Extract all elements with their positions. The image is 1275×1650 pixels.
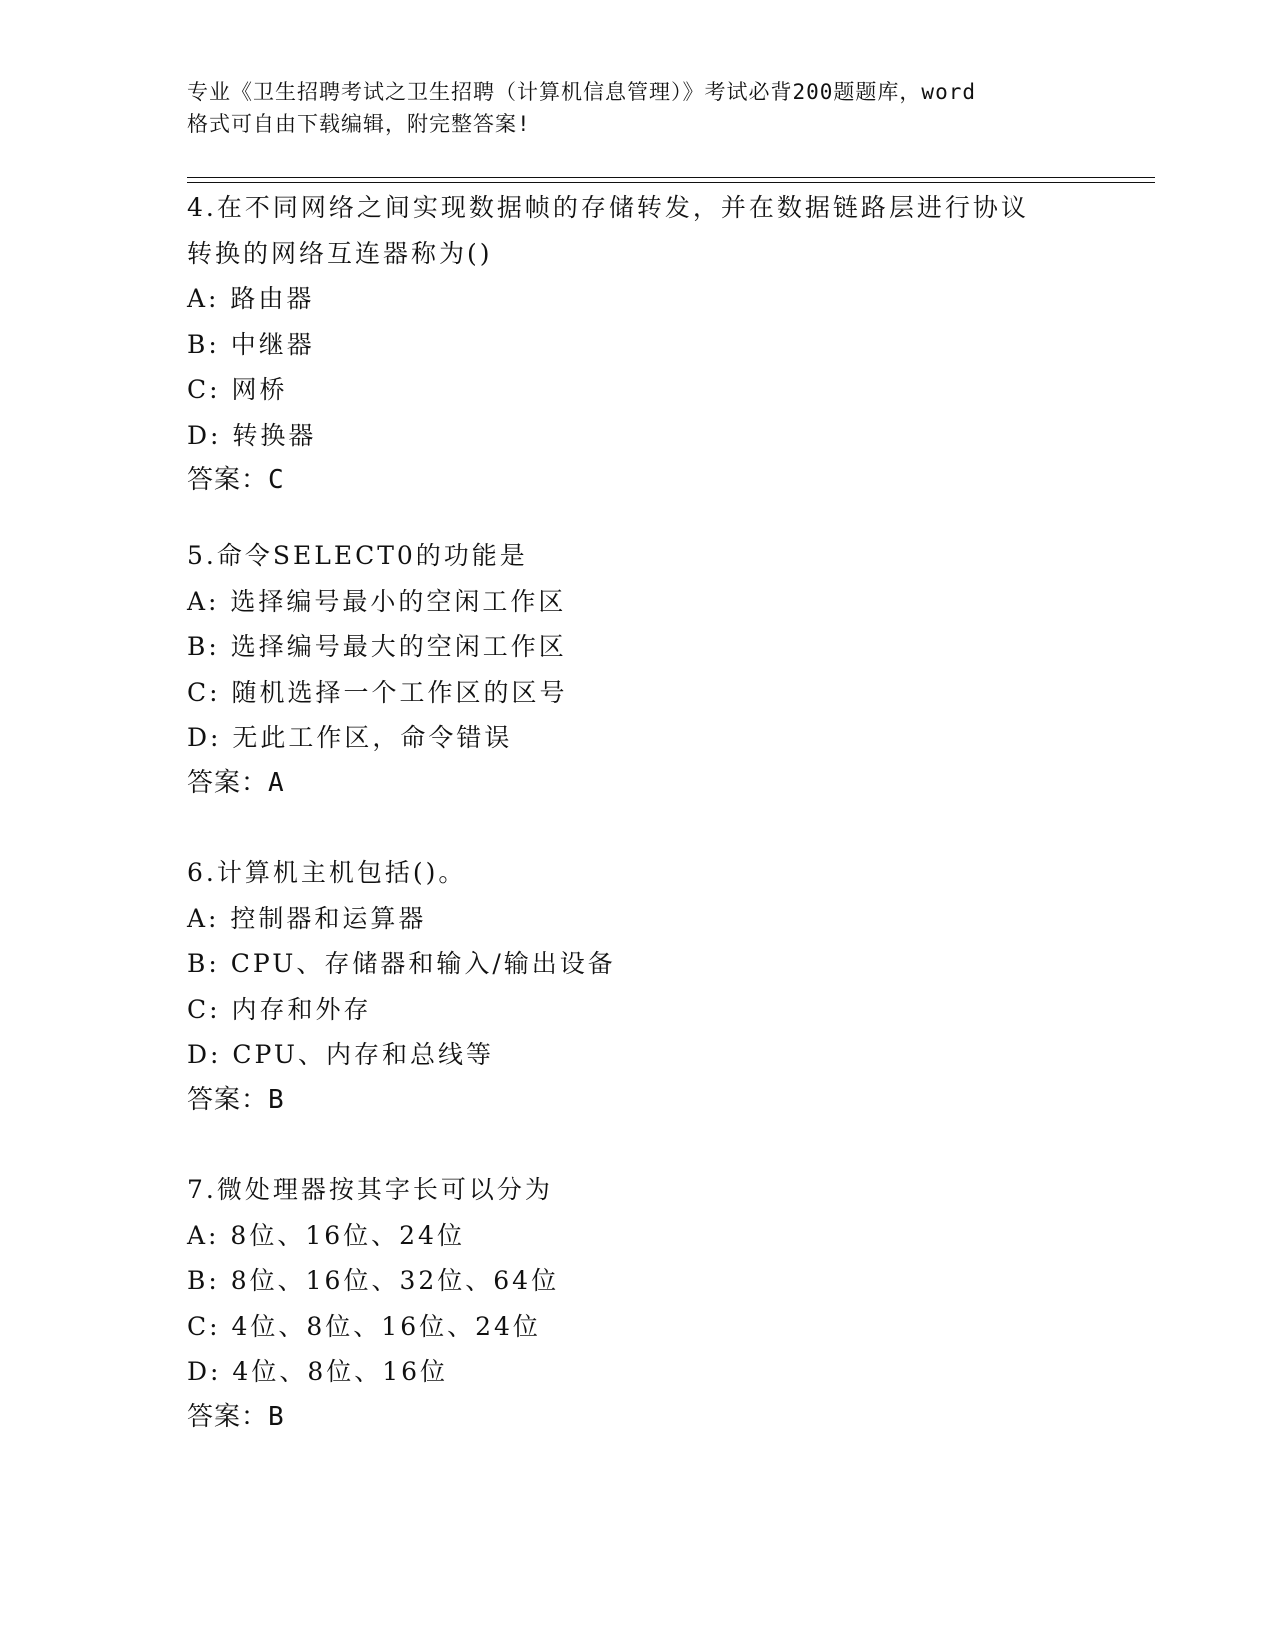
option-d: D: 4位、8位、16位 [187, 1357, 449, 1386]
answer-label: 答案：B [187, 1084, 285, 1115]
option-b: B: 选择编号最大的空闲工作区 [187, 632, 567, 661]
document-header [187, 76, 1087, 140]
answer-label: 答案：A [187, 767, 285, 798]
option-c: C: 4位、8位、16位、24位 [187, 1311, 541, 1341]
answer-label: 答案：B [187, 1401, 285, 1432]
question-stem-line: 6.计算机主机包括()。 [187, 858, 467, 887]
question-4 [187, 185, 1087, 504]
header-divider-bottom [187, 182, 1155, 183]
question-7 [187, 1167, 1087, 1440]
option-c: C: 网桥 [187, 375, 288, 404]
question-stem-line: 7.微处理器按其字长可以分为 [187, 1175, 553, 1204]
answer-label: 答案：C [187, 465, 285, 495]
header-line-2: 格式可自由下载编辑，附完整答案! [187, 112, 531, 136]
header-line-1: 专业《卫生招聘考试之卫生招聘（计算机信息管理）》考试必背200题题库，word [187, 80, 976, 104]
option-b: B: 8位、16位、32位、64位 [187, 1266, 560, 1295]
option-d: D: 无此工作区，命令错误 [187, 723, 513, 752]
question-stem-line: 4.在不同网络之间实现数据帧的存储转发，并在数据链路层进行协议 [187, 193, 1029, 222]
option-d: D: 转换器 [187, 420, 317, 450]
option-a: A: 控制器和运算器 [187, 903, 427, 933]
question-stem-line: 5.命令SELECT0的功能是 [187, 541, 528, 570]
option-c: C: 随机选择一个工作区的区号 [187, 677, 568, 707]
header-divider-top [187, 177, 1155, 178]
question-6 [187, 850, 1087, 1123]
option-a: A: 选择编号最小的空闲工作区 [187, 586, 567, 616]
option-a: A: 8位、16位、24位 [187, 1220, 465, 1250]
option-d: D: CPU、内存和总线等 [187, 1040, 494, 1069]
option-a: A: 路由器 [187, 284, 315, 313]
option-c: C: 内存和外存 [187, 994, 372, 1024]
question-5 [187, 533, 1087, 806]
question-stem-line: 转换的网络互连器称为() [187, 238, 493, 268]
option-b: B: CPU、存储器和输入/输出设备 [187, 949, 616, 978]
option-b: B: 中继器 [187, 329, 315, 359]
